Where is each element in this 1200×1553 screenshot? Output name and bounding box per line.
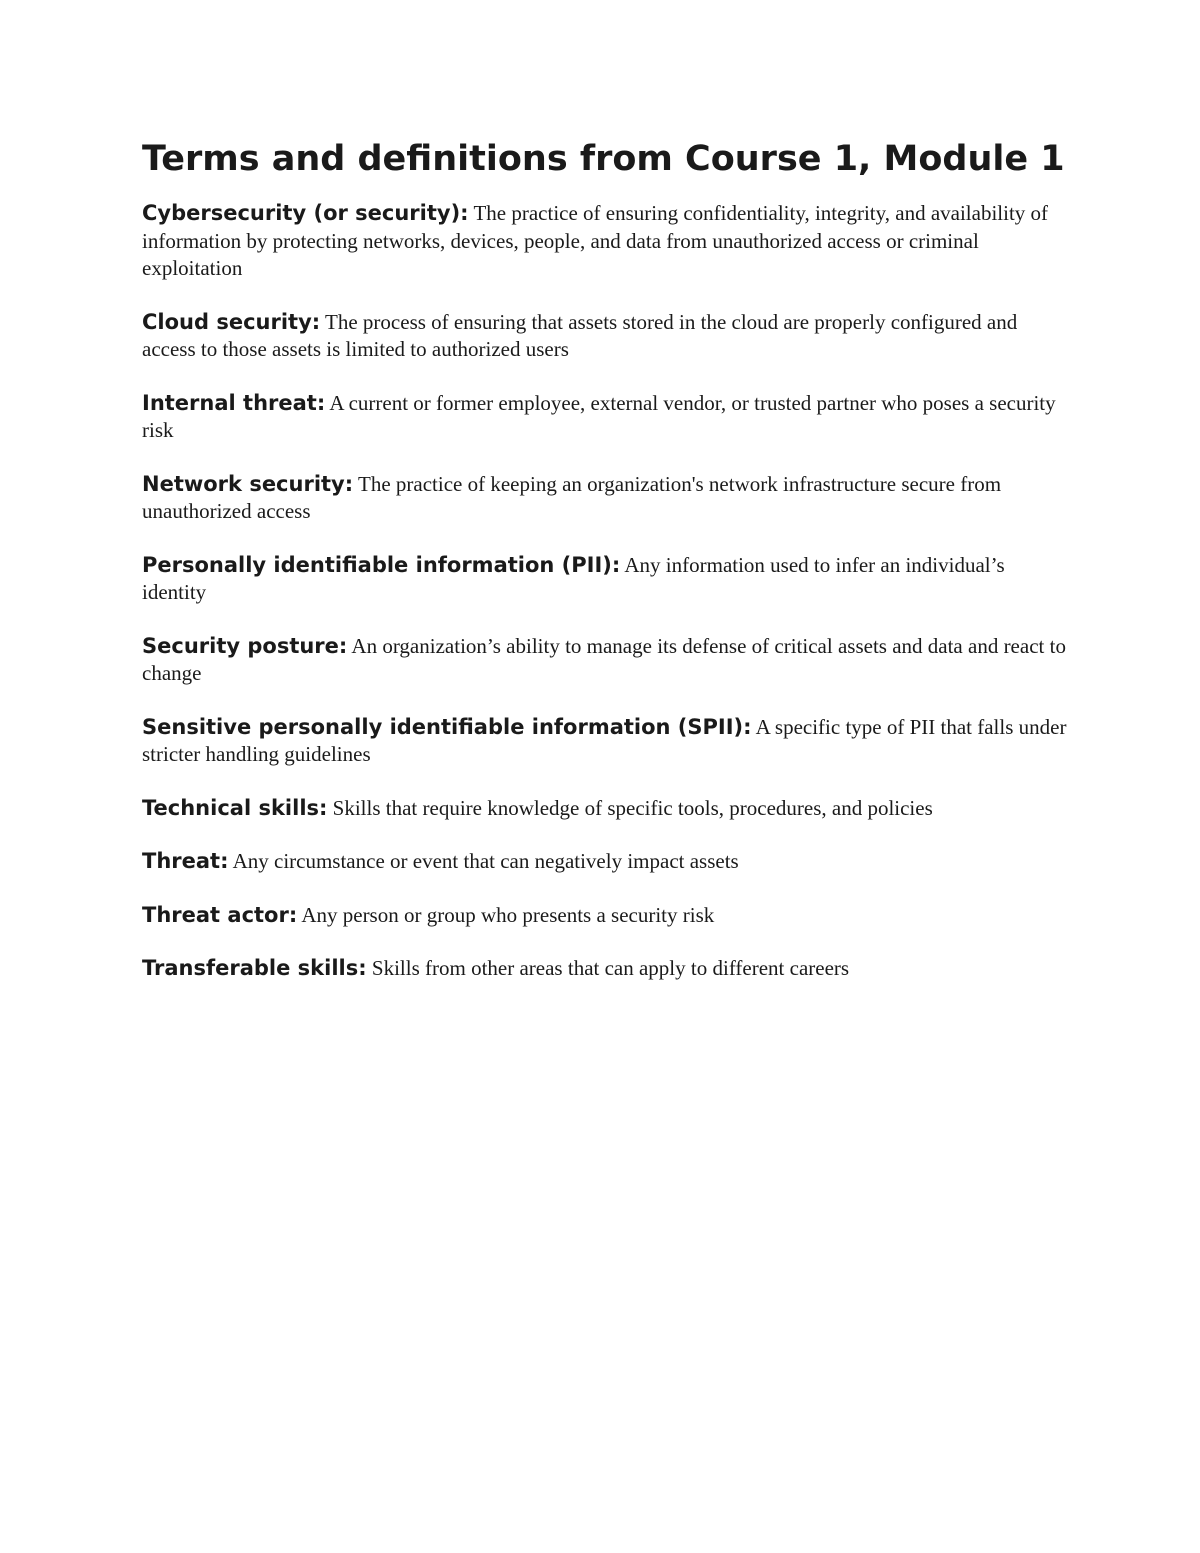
glossary-definition: A current or former employee, external vendor, or trusted partner who poses a security risk (142, 390, 1056, 442)
glossary-term: Security posture: (142, 633, 348, 658)
glossary-entry (142, 795, 1072, 823)
glossary-definition: A specific type of PII that falls under stricter handling guidelines (142, 714, 1067, 766)
glossary-term: Cybersecurity (or security): (142, 201, 469, 225)
glossary-entry (142, 633, 1072, 688)
glossary-definition: Any circumstance or event that can negatively impact assets (232, 849, 739, 873)
glossary-entry (142, 200, 1072, 283)
glossary-entry (142, 309, 1072, 364)
glossary-term: Cloud security: (142, 309, 321, 334)
glossary-term: Network security: (142, 471, 354, 496)
glossary-definition: The practice of keeping an organization's network infrastructure secure from unauthorized access (142, 471, 1002, 523)
glossary-definition: Skills from other areas that can apply to different careers (371, 956, 850, 980)
glossary-definition: Skills that require knowledge of specific tools, procedures, and policies (332, 795, 933, 820)
glossary-definition: Any person or group who presents a security risk (301, 902, 715, 927)
glossary-definition: The process of ensuring that assets stored in the cloud are properly configured and access to those assets is limited to authorized users (142, 309, 1018, 361)
glossary-term: Personally identifiable information (PII): (142, 552, 621, 577)
glossary-entry (142, 471, 1072, 526)
glossary-entry (142, 848, 1072, 876)
glossary-term: Threat actor: (142, 902, 298, 927)
glossary-entry (142, 955, 1072, 983)
glossary-term: Technical skills: (142, 795, 328, 820)
document-title: Terms and definitions from Course 1, Module 1 (142, 139, 1065, 179)
glossary-entry (142, 902, 1072, 930)
glossary-definition: An organization’s ability to manage its defense of critical assets and data and react to change (142, 633, 1066, 685)
glossary-entry (142, 714, 1072, 769)
glossary-term: Internal threat: (142, 390, 326, 415)
glossary-term: Sensitive personally identifiable information (SPII): (142, 714, 752, 739)
glossary-entry (142, 552, 1072, 607)
glossary-term: Threat: (142, 849, 229, 873)
glossary-term: Transferable skills: (142, 956, 367, 980)
document-page (142, 138, 1072, 1009)
glossary-definition: Any information used to infer an individual’s identity (142, 552, 1005, 604)
glossary-definition: The practice of ensuring confidentiality, integrity, and availability of information by protecting networks, devices, people, and data from unauthorized access or criminal exploitation (142, 201, 1049, 280)
glossary-entry (142, 390, 1072, 445)
